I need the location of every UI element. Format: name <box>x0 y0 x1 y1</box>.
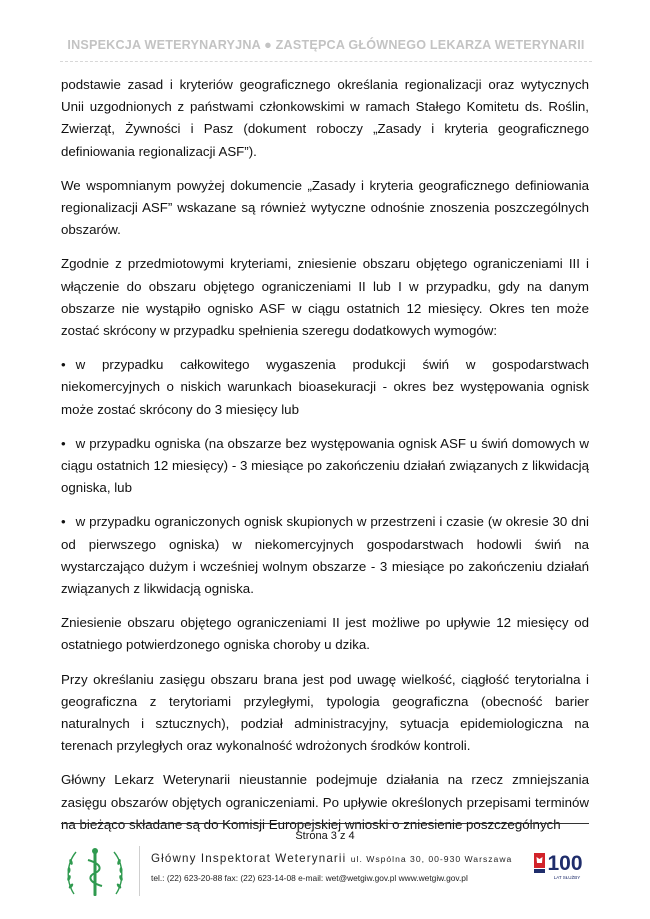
bullet-icon: • <box>61 357 66 373</box>
organization-address: ul. Wspólna 30, 00-930 Warszawa <box>350 854 513 864</box>
contact-info: tel.: (22) 623-20-88 fax: (22) 623-14-08 e-mail: wet@wetgiw.gov.pl www.wetgiw.gov.pl <box>151 873 468 883</box>
bullet-item <box>61 511 589 600</box>
badge-caption: LAT SŁUŻBY <box>553 875 581 880</box>
paragraph: Zniesienie obszaru objętego ograniczeniami II jest możliwe po upływie 12 miesięcy od ostatniego potwierdzonego ogniska choroby u dzika. <box>61 615 589 653</box>
veterinary-logo-icon <box>62 842 128 902</box>
header-divider <box>60 61 592 62</box>
bullet-icon: • <box>61 514 66 530</box>
page-number: Strona 3 z 4 <box>295 830 355 842</box>
anniversary-badge-icon <box>533 849 585 883</box>
paragraph: Przy określaniu zasięgu obszaru brana jest pod uwagę wielkość, ciągłość terytorialna i geograficzna z terytoriami przyległymi, typologia geograficzna (obecność barier naturalnych i sztucznych), podział administracyjny, sytuacja epidemiologiczna na terenach przyległych oraz wykonalność wdrożonych środków kontroli. <box>61 671 589 754</box>
bullet-text: w przypadku całkowitego wygaszenia produkcji świń w gospodarstwach niekomercyjnych o niskich warunkach bioasekuracji - okres bez występowania ognisk może zostać skrócony do 3 miesięcy lub <box>61 357 589 417</box>
bullet-text: w przypadku ograniczonych ognisk skupionych w przestrzeni i czasie (w okresie 30 dni od pierwszego ogniska) w niekomercyjnych gospodarstwach hodowli świń na wystarczająco dużym i wcześniej wolnym obszarze - 3 miesiące po zakończeniu działań związanych z likwidacją ogniska. <box>61 514 589 597</box>
footer-divider <box>61 823 589 824</box>
paragraph: podstawie zasad i kryteriów geograficznego określania regionalizacji oraz wytycznych Unii uzgodnionych z państwami członkowskimi w ramach Stałego Komitetu ds. Roślin, Zwierząt, Żywności i Pasz (dokument roboczy „Zasady i kryteria geograficznego definiowania regionalizacji ASF”). <box>61 77 589 159</box>
badge-number: 100 <box>547 852 583 875</box>
bullet-icon: • <box>61 435 66 451</box>
paragraph: We wspomnianym powyżej dokumencie „Zasady i kryteria geograficznego definiowania regionalizacji ASF” wskazane są również wytyczne odnośnie znoszenia poszczególnych obszarów. <box>61 177 589 238</box>
paragraph: Główny Lekarz Weterynarii nieustannie podejmuje działania na rzecz zmniejszania zasięgu obszarów objętych ograniczeniami. Po upływie określonych przepisami terminów na bieżąco składane są do Komisji Europejskiej wnioski o zniesienie poszczególnych <box>61 772 589 832</box>
document-header: INSPEKCJA WETERYNARYJNA ● ZASTĘPCA GŁÓWNEGO LEKARZA WETERYNARII <box>67 38 585 52</box>
bullet-text: w przypadku ogniska (na obszarze bez występowania ognisk ASF u świń domowych w ciągu ostatnich 12 miesięcy) - 3 miesiące po zakończeniu działań związanych z likwidacją ogniska, lub <box>61 435 589 496</box>
organization-line <box>151 852 512 865</box>
organization-name: Główny Inspektorat Weterynarii <box>151 852 347 865</box>
paragraph: Zgodnie z przedmiotowymi kryteriami, zniesienie obszaru objętego ograniczeniami III i włączenie do obszaru objętego ograniczeniami II lub I w przypadku, gdy na danym obszarze nie wystąpiło ognisko ASF w ciągu ostatnich 12 miesięcy. Okres ten może zostać skrócony w przypadku spełnienia szeregu dodatkowych wymogów: <box>61 256 589 339</box>
document-body <box>61 74 589 848</box>
bullet-item <box>61 354 589 421</box>
bullet-item <box>61 433 589 500</box>
footer-separator <box>139 846 140 896</box>
